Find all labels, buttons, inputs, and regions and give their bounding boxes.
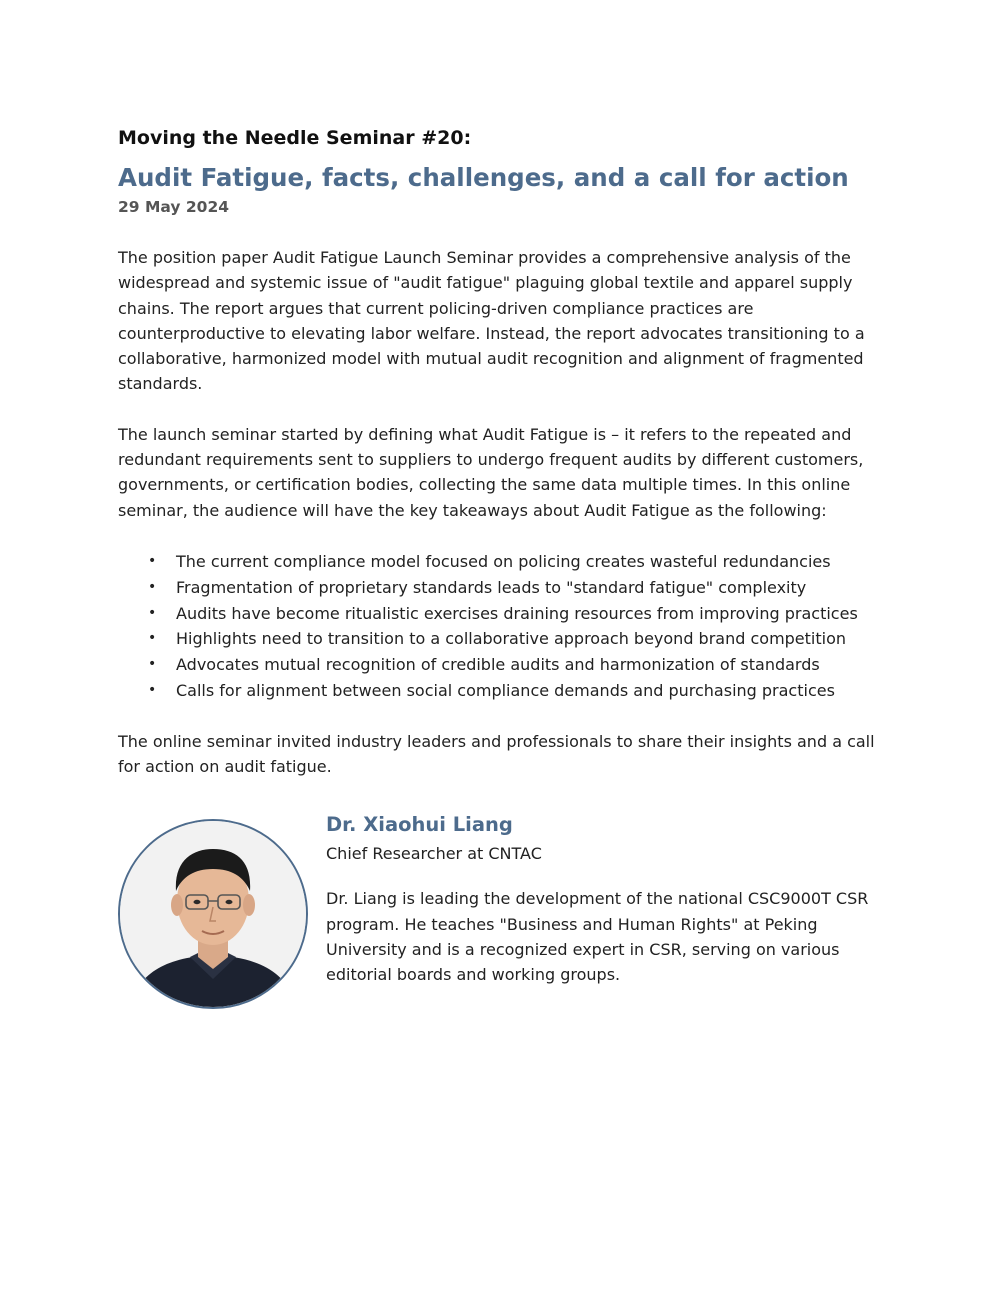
- bullet-icon: •: [148, 630, 157, 647]
- speaker-portrait-icon: [120, 821, 306, 1007]
- list-item-text: Fragmentation of proprietary standards leads to "standard fatigue" complexity: [176, 577, 807, 597]
- list-item: [148, 601, 888, 627]
- bullet-icon: •: [148, 578, 157, 595]
- takeaways-list: [118, 549, 888, 704]
- document-page: [118, 124, 888, 1011]
- speaker-bio: Dr. Liang is leading the development of the national CSC9000T CSR program. He teaches "Business and Human Rights" at Peking University and is a recognized expert in CSR, serving on various editorial boards and working groups.: [326, 889, 869, 985]
- speaker-role: Chief Researcher at CNTAC: [326, 844, 542, 864]
- speaker-card: [118, 811, 888, 1011]
- speaker-name: Dr. Xiaohui Liang: [326, 813, 513, 837]
- page-title: Audit Fatigue, facts, challenges, and a call for action: [118, 163, 849, 192]
- list-item: [148, 549, 888, 575]
- bullet-icon: •: [148, 552, 157, 569]
- bullet-icon: •: [148, 656, 157, 673]
- list-item-text: Advocates mutual recognition of credible audits and harmonization of standards: [176, 655, 820, 675]
- list-item: [148, 652, 888, 678]
- list-item-text: Calls for alignment between social compliance demands and purchasing practices: [176, 680, 835, 700]
- list-item-text: The current compliance model focused on policing creates wasteful redundancies: [176, 551, 831, 571]
- definition-paragraph: The launch seminar started by defining what Audit Fatigue is – it refers to the repeated and redundant requirements sent to suppliers to undergo frequent audits by different customers, governments, or certification bodies, collecting the same data multiple times. In this online seminar, the audience will have the key takeaways about Audit Fatigue as the following:: [118, 424, 864, 520]
- list-item: [148, 575, 888, 601]
- seminar-date: 29 May 2024: [118, 198, 230, 216]
- speaker-avatar: [118, 819, 308, 1009]
- bullet-icon: •: [148, 604, 157, 621]
- list-item: [148, 678, 888, 704]
- list-item-text: Highlights need to transition to a collaborative approach beyond brand competition: [176, 629, 847, 649]
- seminar-kicker: Moving the Needle Seminar #20:: [118, 127, 472, 149]
- list-item-text: Audits have become ritualistic exercises draining resources from improving practices: [176, 603, 858, 623]
- intro-paragraph: The position paper Audit Fatigue Launch Seminar provides a comprehensive analysis of the widespread and systemic issue of "audit fatigue" plaguing global textile and apparel supply chains. The report argues that current policing-driven compliance practices are counterproductive to elevating labor welfare. Instead, the report advocates transitioning to a collaborative, harmonized model with mutual audit recognition and alignment of fragmented standards.: [118, 248, 865, 394]
- list-item: [148, 626, 888, 652]
- bullet-icon: •: [148, 681, 157, 698]
- speaker-info: [326, 811, 886, 987]
- closing-paragraph: The online seminar invited industry leaders and professionals to share their insights and a call for action on audit fatigue.: [118, 731, 875, 777]
